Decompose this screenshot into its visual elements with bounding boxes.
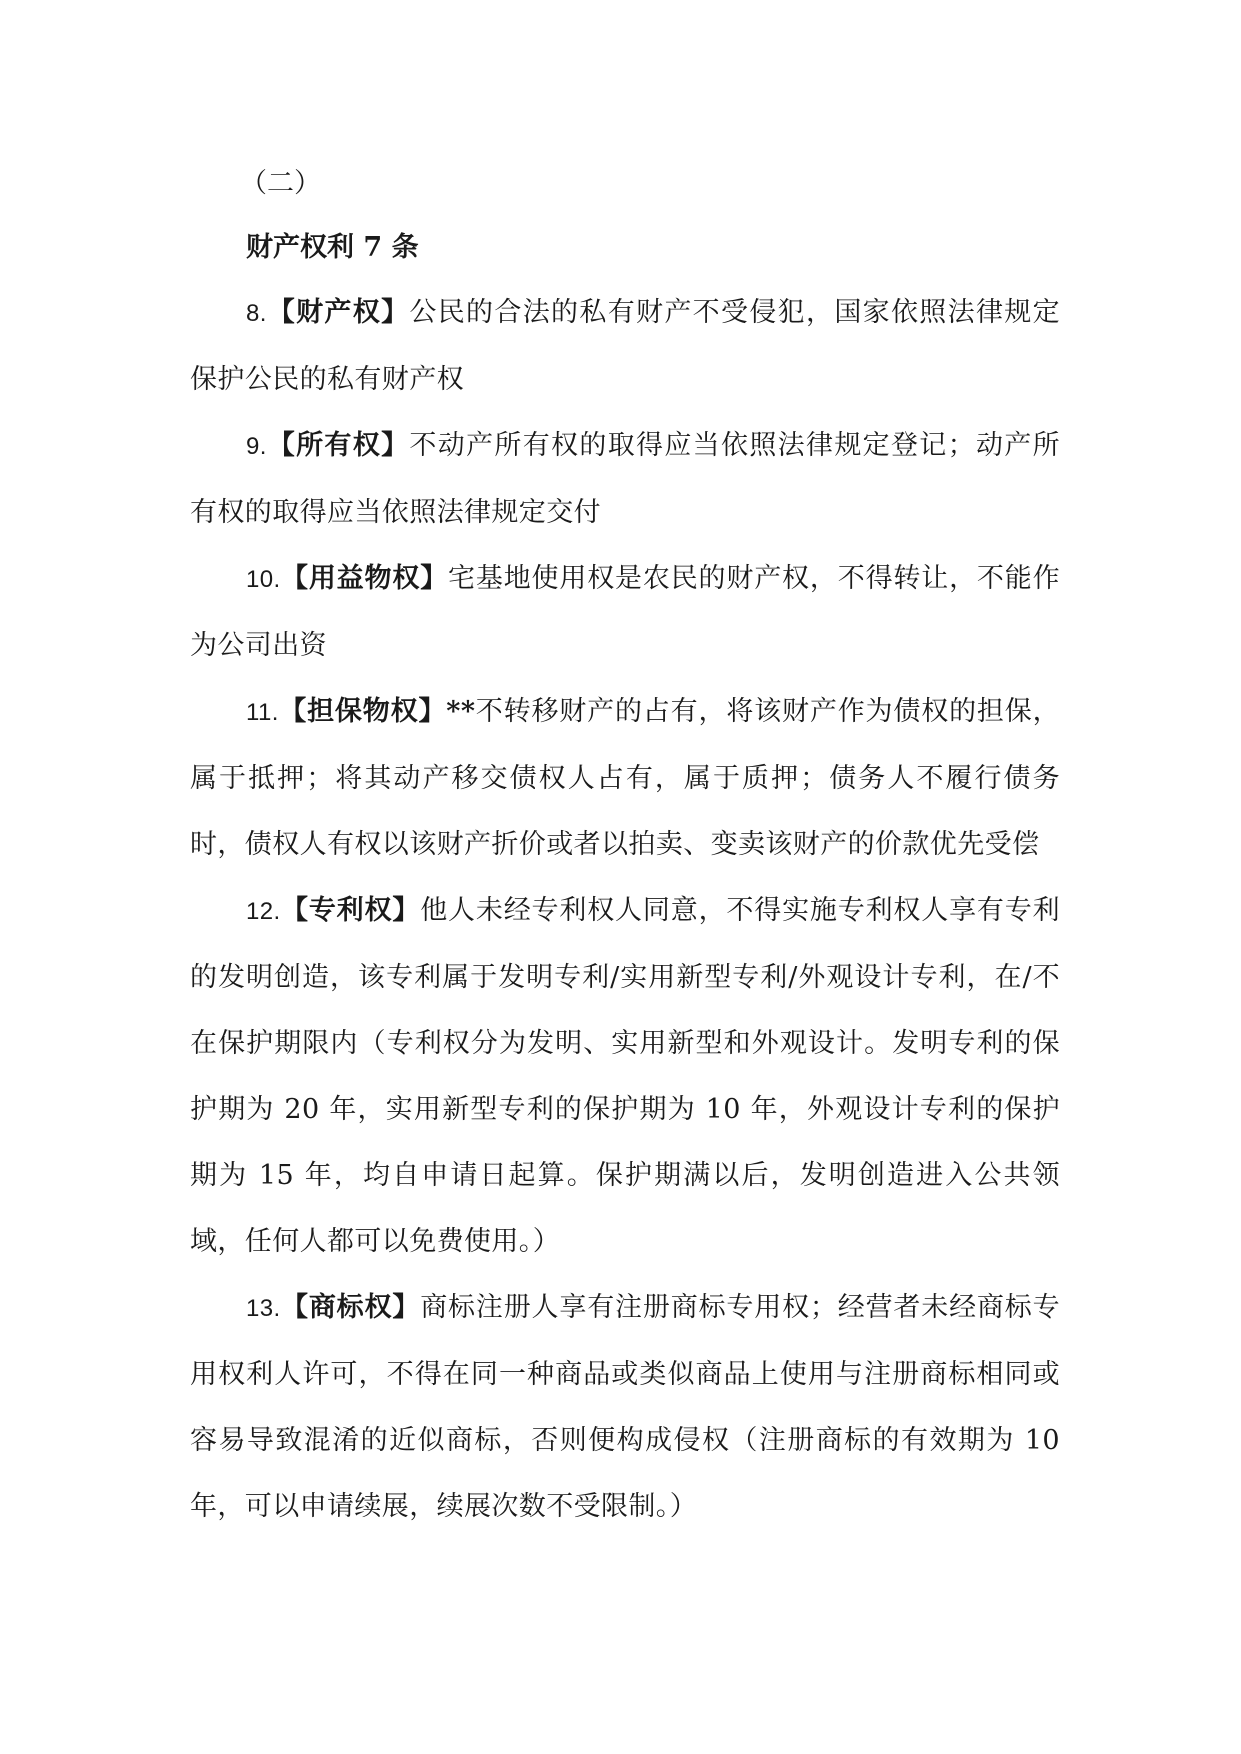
article-number: 11. [246,699,279,726]
article-number: 9. [246,433,267,460]
article-number: 10. [246,566,281,593]
article-term: 【财产权】 [266,297,410,328]
article-text: 不转移财产的占有，将该财产作为债权的担保，属于抵押；将其动产移交债权人占有，属于质押；债务人不履行债务时，债权人有权以该财产折价或者以拍卖、变卖该财产的价款优先受偿 [190,696,1061,860]
article-item [190,878,1060,1275]
article-term: 【专利权】 [280,895,421,926]
article-term: 【所有权】 [266,430,410,461]
article-text: 商标注册人享有注册商标专用权；经营者未经商标专用权利人许可，不得在同一种商品或类似商品上使用与注册商标相同或容易导致混淆的近似商标，否则便构成侵权（注册商标的有效期为 10 年，可以申请续展，续展次数不受限制。） [190,1292,1061,1522]
article-number: 13. [246,1295,281,1322]
article-mark: ** [446,696,476,727]
article-term: 【担保物权】 [278,696,447,727]
article-item [190,1275,1060,1540]
document-page [190,152,1060,1540]
article-term: 【商标权】 [280,1292,421,1323]
article-term: 【用益物权】 [280,563,449,594]
article-number: 8. [246,300,267,327]
article-text: 宅基地使用权是农民的财产权，不得转让，不能作为公司出资 [190,563,1060,661]
section-title: 财产权利 7 条 [246,232,419,263]
article-item [190,679,1060,878]
article-text: 不动产所有权的取得应当依照法律规定登记；动产所有权的取得应当依照法律规定交付 [190,430,1061,528]
article-item [190,546,1060,679]
article-item [190,413,1060,546]
section-number: （二） [240,168,321,199]
article-text: 公民的合法的私有财产不受侵犯，国家依照法律规定保护公民的私有财产权 [190,297,1061,395]
article-item [190,280,1060,413]
article-text: 他人未经专利权人同意，不得实施专利权人享有专利的发明创造，该专利属于发明专利/实用新型专利/外观设计专利，在/不在保护期限内（专利权分为发明、实用新型和外观设计。发明专利的保护期为 20 年，实用新型专利的保护期为 10 年，外观设计专利的保护期为 15 年，均自申请日起算。保护期满以后，发明创造进入公共领域，任何人都可以免费使用。） [190,895,1061,1257]
article-number: 12. [246,898,281,925]
